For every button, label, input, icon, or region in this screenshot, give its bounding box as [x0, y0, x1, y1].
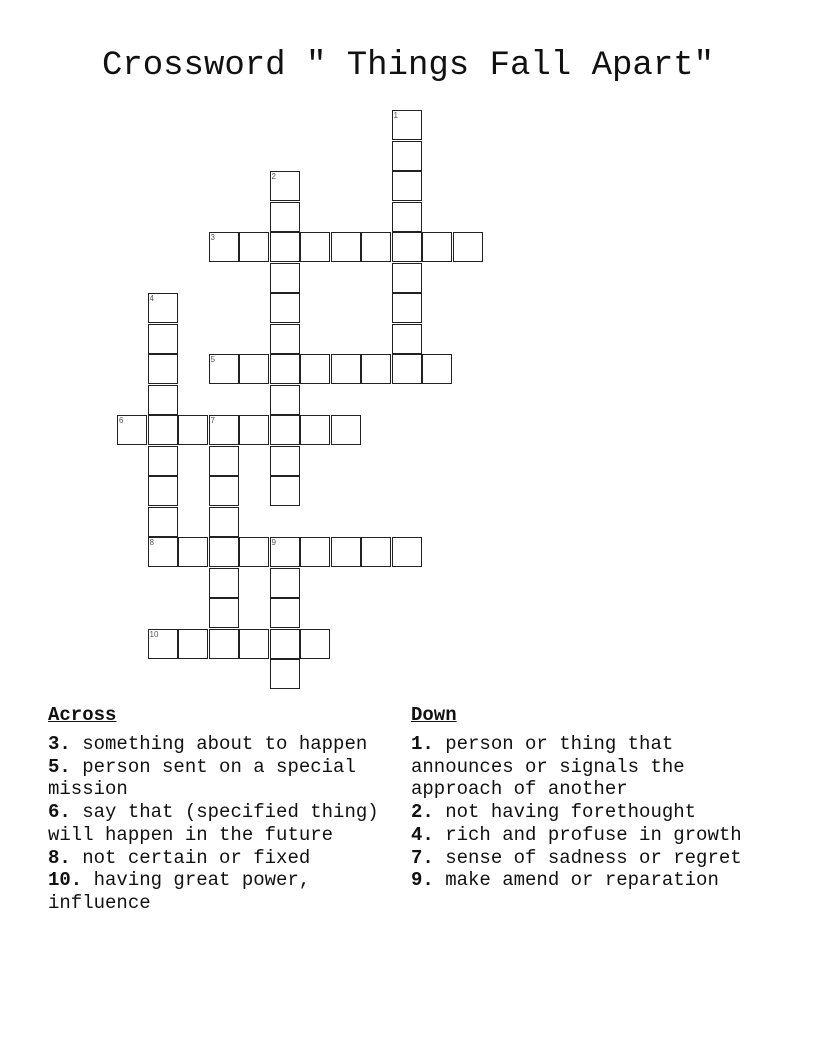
grid-cell[interactable] — [178, 629, 208, 659]
clue-item — [411, 733, 756, 801]
grid-cell[interactable] — [422, 232, 452, 262]
clue-number-label: 10. — [48, 869, 83, 892]
grid-cell[interactable] — [270, 446, 300, 476]
clue-number-label: 6. — [48, 801, 71, 824]
grid-cell[interactable] — [270, 263, 300, 293]
clue-number-label: 3. — [48, 733, 71, 755]
grid-cell[interactable] — [300, 354, 330, 384]
clue-text: not certain or fixed — [70, 846, 311, 869]
grid-cell[interactable] — [361, 354, 391, 384]
grid-cell[interactable] — [270, 324, 300, 354]
clue-number: 10 — [149, 629, 159, 639]
grid-cell[interactable] — [209, 629, 239, 659]
grid-cell[interactable] — [270, 354, 300, 384]
grid-cell[interactable] — [148, 415, 178, 445]
grid-cell[interactable] — [148, 385, 178, 415]
grid-cell[interactable] — [392, 202, 422, 232]
clue-number: 8 — [149, 538, 154, 547]
grid-cell[interactable] — [270, 476, 300, 506]
clue-number: 6 — [119, 416, 124, 425]
grid-cell[interactable] — [392, 141, 422, 171]
grid-cell[interactable] — [148, 324, 178, 354]
clue-number-label: 4. — [411, 823, 434, 846]
grid-cell[interactable] — [300, 629, 330, 659]
clue-text: person sent on a special mission — [48, 755, 356, 801]
grid-cell[interactable] — [270, 568, 300, 598]
down-heading: Down — [411, 704, 457, 726]
clue-item — [411, 824, 756, 847]
grid-cell[interactable] — [148, 476, 178, 506]
grid-cell[interactable] — [270, 232, 300, 262]
clue-number: 9 — [271, 538, 276, 547]
clue-item — [411, 801, 756, 824]
clue-number-label: 5. — [48, 755, 71, 778]
grid-cell[interactable] — [209, 598, 239, 628]
grid-cell[interactable] — [361, 537, 391, 567]
grid-cell[interactable] — [209, 537, 239, 567]
clue-number: 7 — [210, 416, 215, 425]
grid-cell[interactable] — [209, 507, 239, 537]
across-clues — [48, 703, 393, 915]
page-title: Crossword " Things Fall Apart" — [101, 47, 715, 85]
grid-cell[interactable] — [239, 537, 269, 567]
clue-number-label: 2. — [411, 801, 434, 824]
grid-cell[interactable] — [270, 629, 300, 659]
grid-cell[interactable] — [300, 537, 330, 567]
grid-cell[interactable] — [392, 232, 422, 262]
grid-cell[interactable] — [392, 293, 422, 323]
grid-cell[interactable] — [148, 446, 178, 476]
grid-cell[interactable] — [270, 659, 300, 689]
clue-item — [48, 869, 393, 914]
clue-number-label: 9. — [411, 869, 434, 892]
grid-cell[interactable] — [331, 232, 361, 262]
grid-cell[interactable] — [300, 232, 330, 262]
grid-cell[interactable] — [392, 171, 422, 201]
grid-cell[interactable] — [178, 537, 208, 567]
clue-text: rich and profuse in growth — [433, 823, 742, 846]
clue-number: 2 — [271, 172, 276, 181]
grid-cell[interactable] — [239, 415, 269, 445]
clue-number-label: 1. — [411, 733, 434, 755]
grid-cell[interactable] — [361, 232, 391, 262]
grid-cell[interactable] — [270, 293, 300, 323]
clue-text: person or thing that announces or signals the approach of another — [411, 733, 685, 801]
grid-cell[interactable] — [209, 476, 239, 506]
grid-cell[interactable] — [300, 415, 330, 445]
clue-text: sense of sadness or regret — [433, 846, 742, 869]
grid-cell[interactable] — [331, 537, 361, 567]
clue-item — [48, 801, 393, 846]
clue-text: make amend or reparation — [433, 869, 719, 892]
grid-cell[interactable] — [392, 354, 422, 384]
grid-cell[interactable] — [331, 354, 361, 384]
clue-text: not having forethought — [433, 801, 697, 824]
clue-number-label: 7. — [411, 846, 434, 869]
grid-cell[interactable] — [148, 507, 178, 537]
clue-number: 5 — [210, 355, 215, 364]
clue-item — [411, 847, 756, 870]
grid-cell[interactable] — [178, 415, 208, 445]
grid-cell[interactable] — [392, 324, 422, 354]
clue-text: say that (specified thing) will happen in the future — [48, 801, 379, 846]
across-clue-list — [48, 733, 393, 915]
down-clue-list — [411, 733, 756, 892]
grid-cell[interactable] — [270, 598, 300, 628]
grid-cell[interactable] — [209, 446, 239, 476]
clue-number: 4 — [149, 294, 154, 303]
grid-cell[interactable] — [270, 415, 300, 445]
grid-cell[interactable] — [392, 263, 422, 293]
clue-number: 1 — [393, 111, 398, 120]
grid-cell[interactable] — [422, 354, 452, 384]
clue-item — [411, 869, 756, 892]
down-clues — [411, 703, 756, 892]
clue-text: having great power, influence — [48, 869, 311, 914]
grid-cell[interactable] — [239, 354, 269, 384]
grid-cell[interactable] — [270, 385, 300, 415]
grid-cell[interactable] — [331, 415, 361, 445]
grid-cell[interactable] — [239, 232, 269, 262]
across-heading: Across — [48, 704, 117, 726]
grid-cell[interactable] — [453, 232, 483, 262]
grid-cell[interactable] — [239, 629, 269, 659]
grid-cell[interactable] — [392, 537, 422, 567]
clue-text: something about to happen — [70, 733, 368, 755]
grid-cell[interactable] — [209, 568, 239, 598]
grid-cell[interactable] — [148, 354, 178, 384]
clue-item — [48, 733, 393, 756]
grid-cell[interactable] — [270, 202, 300, 232]
clue-number-label: 8. — [48, 846, 71, 869]
clue-number: 3 — [210, 233, 215, 242]
clue-item — [48, 756, 393, 801]
clue-item — [48, 847, 393, 870]
